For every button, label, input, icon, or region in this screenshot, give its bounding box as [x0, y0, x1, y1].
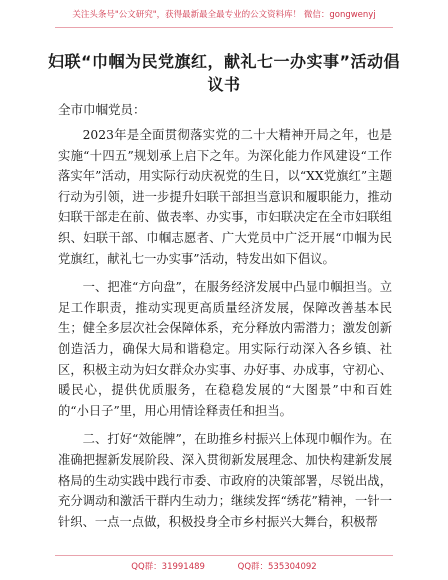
- header-divider: [55, 27, 393, 28]
- salutation: 全市巾帼党员：: [58, 102, 146, 117]
- footer: [0, 560, 448, 572]
- promo-banner: [0, 8, 448, 20]
- wechat-id[interactable]: gongwenyj: [329, 10, 376, 20]
- paragraph-section-1: 一、把准“方向盘”，在服务经济发展中凸显巾帼担当。立足工作职责，推动实现更高质量经济发展，保障改善基本民生；健全多层次社会保障体系，充分释放内需潜力；激发创新创造活力，确保大局和谐稳定。用实际行动深入各乡镇、社区，积极主动为妇女群众办实事、办好事、办成事，守初心、暖民心，提供优质服务，在稳稳发展的“大图景”中和百姓的“小日子”里，用心用情诠释责任和担当。: [58, 280, 392, 418]
- paragraph-intro: 2023年是全面贯彻落实党的二十大精神开局之年，也是实施“十四五”规划承上启下之年。为深化能力作风建设“工作落实年”活动，用实际行动庆祝党的生日，以“XX党旗红”主题行动为引领，进一步提升妇联干部担当意识和履职能力，推动妇联干部走在前、做表率、办实事，市妇联决定在全市妇联组织、妇联干部、巾帼志愿者、广大党员中广泛开展“巾帼为民党旗红，献礼七一办实事”活动，特发出如下倡议。: [58, 128, 392, 266]
- qq-group-2: QQ群：535304092: [237, 562, 317, 572]
- qq-group-1: QQ群：31991489: [131, 562, 205, 572]
- document-body: [58, 125, 392, 540]
- footer-divider: [55, 555, 393, 556]
- document-title: 妇联“巾帼为民党旗红，献礼七一办实事”活动倡议书: [47, 52, 401, 94]
- paragraph-section-2: 二、打好“效能牌”，在助推乡村振兴上体现巾帼作为。在准确把握新发展阶段、深入贯彻新发展理念、加快构建新发展格局的生动实践中践行市委、市政府的决策部署，尽锐出战，充分调动和激活干群内生动力；继续发挥“绣花”精神，一针一针织、一点一点做，积极投身全市乡村振兴大舞台，积极帮: [58, 432, 392, 529]
- promo-text: 关注头条号"公文研究"，获得最新最全最专业的公文资料库！ 微信：: [72, 10, 330, 20]
